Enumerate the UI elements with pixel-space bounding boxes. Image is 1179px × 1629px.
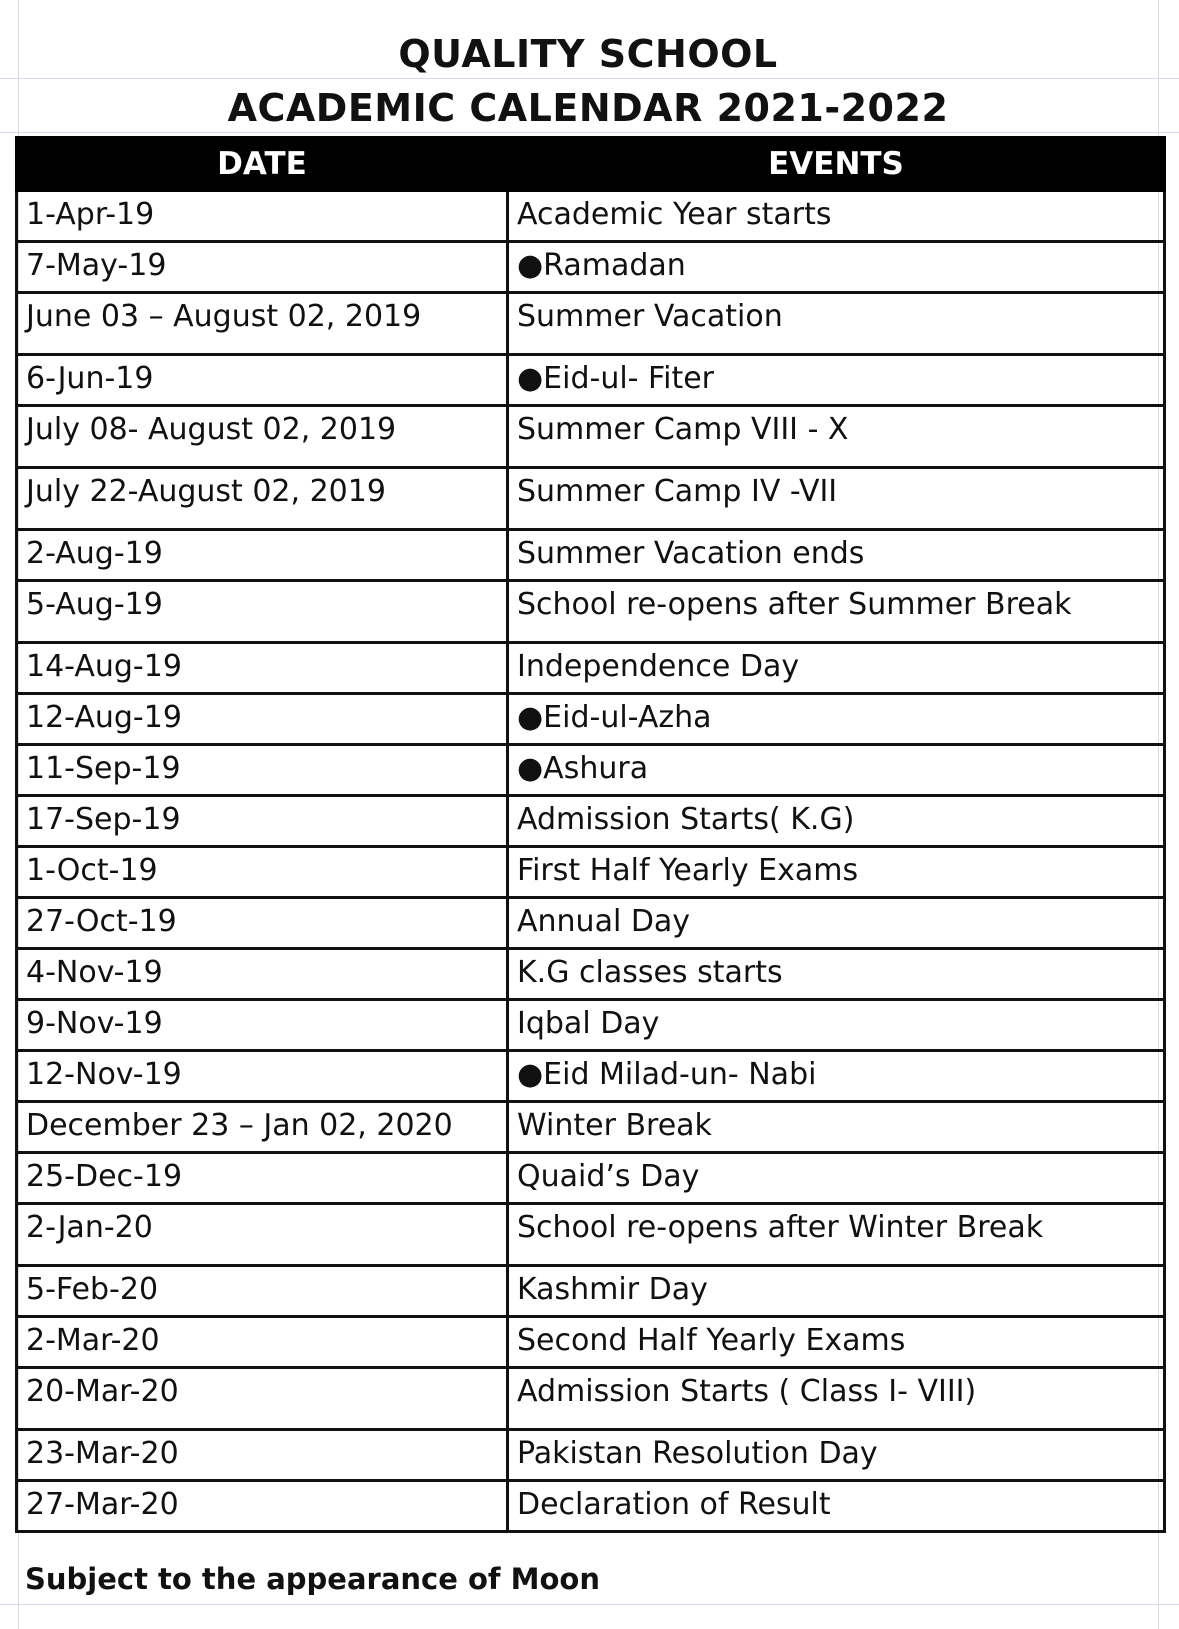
sheet-gridline [0,132,1179,133]
event-cell: School re-opens after Winter Break [508,1204,1165,1266]
date-cell: 6-Jun-19 [17,355,508,406]
date-cell: 4-Nov-19 [17,949,508,1000]
table-row [17,355,1165,406]
table-row [17,1266,1165,1317]
event-cell: Summer Vacation [508,293,1165,355]
event-cell: Quaid’s Day [508,1153,1165,1204]
date-cell: 5-Aug-19 [17,581,508,643]
date-cell: 14-Aug-19 [17,643,508,694]
event-cell: Winter Break [508,1102,1165,1153]
event-cell: Summer Vacation ends [508,530,1165,581]
date-cell: 9-Nov-19 [17,1000,508,1051]
date-cell: 7-May-19 [17,242,508,293]
page-title: QUALITY SCHOOL [398,32,778,76]
page-subtitle: ACADEMIC CALENDAR 2021-2022 [227,86,949,130]
table-row [17,1153,1165,1204]
date-cell: 11-Sep-19 [17,745,508,796]
column-header-events: EVENTS [508,138,1165,191]
date-cell: 1-Apr-19 [17,191,508,242]
event-cell: ●Eid-ul- Fiter [508,355,1165,406]
event-cell: Annual Day [508,898,1165,949]
table-row [17,847,1165,898]
table-row [17,581,1165,643]
event-cell: Admission Starts( K.G) [508,796,1165,847]
table-row [17,1430,1165,1481]
table-body [17,191,1165,1532]
event-cell: ●Ramadan [508,242,1165,293]
table-row [17,1204,1165,1266]
table-row [17,1481,1165,1532]
event-cell: Kashmir Day [508,1266,1165,1317]
table-row [17,191,1165,242]
table-row [17,530,1165,581]
event-cell: ●Ashura [508,745,1165,796]
date-cell: 23-Mar-20 [17,1430,508,1481]
date-cell: 2-Mar-20 [17,1317,508,1368]
event-cell: Summer Camp IV -VII [508,468,1165,530]
event-cell: Iqbal Day [508,1000,1165,1051]
table-row [17,898,1165,949]
table-row [17,1317,1165,1368]
event-cell: Independence Day [508,643,1165,694]
table-row [17,1000,1165,1051]
sheet-gridline [0,78,1179,79]
table-header-row [17,138,1165,191]
date-cell: 27-Oct-19 [17,898,508,949]
event-cell: Summer Camp VIII - X [508,406,1165,468]
date-cell: 27-Mar-20 [17,1481,508,1532]
event-cell: Pakistan Resolution Day [508,1430,1165,1481]
event-cell: First Half Yearly Exams [508,847,1165,898]
date-cell: 2-Aug-19 [17,530,508,581]
table-row [17,468,1165,530]
table-row [17,1368,1165,1430]
table-row [17,1102,1165,1153]
date-cell: 2-Jan-20 [17,1204,508,1266]
sheet-gridline [0,1604,1179,1605]
date-cell: 17-Sep-19 [17,796,508,847]
event-cell: K.G classes starts [508,949,1165,1000]
table-row [17,745,1165,796]
date-cell: 12-Aug-19 [17,694,508,745]
event-cell: ●Eid-ul-Azha [508,694,1165,745]
date-cell: December 23 – Jan 02, 2020 [17,1102,508,1153]
event-cell: Admission Starts ( Class I- VIII) [508,1368,1165,1430]
academic-calendar-table [15,136,1166,1533]
date-cell: June 03 – August 02, 2019 [17,293,508,355]
date-cell: 12-Nov-19 [17,1051,508,1102]
date-cell: 1-Oct-19 [17,847,508,898]
table-row [17,1051,1165,1102]
table-row [17,293,1165,355]
table-row [17,796,1165,847]
event-cell: Academic Year starts [508,191,1165,242]
table-row [17,643,1165,694]
event-cell: Second Half Yearly Exams [508,1317,1165,1368]
date-cell: 5-Feb-20 [17,1266,508,1317]
footnote: Subject to the appearance of Moon [25,1562,600,1596]
table-row [17,694,1165,745]
date-cell: 20-Mar-20 [17,1368,508,1430]
event-cell: School re-opens after Summer Break [508,581,1165,643]
date-cell: July 22-August 02, 2019 [17,468,508,530]
table-row [17,406,1165,468]
table-row [17,949,1165,1000]
event-cell: Declaration of Result [508,1481,1165,1532]
date-cell: 25-Dec-19 [17,1153,508,1204]
event-cell: ●Eid Milad-un- Nabi [508,1051,1165,1102]
column-header-date: DATE [17,138,508,191]
date-cell: July 08- August 02, 2019 [17,406,508,468]
table-row [17,242,1165,293]
